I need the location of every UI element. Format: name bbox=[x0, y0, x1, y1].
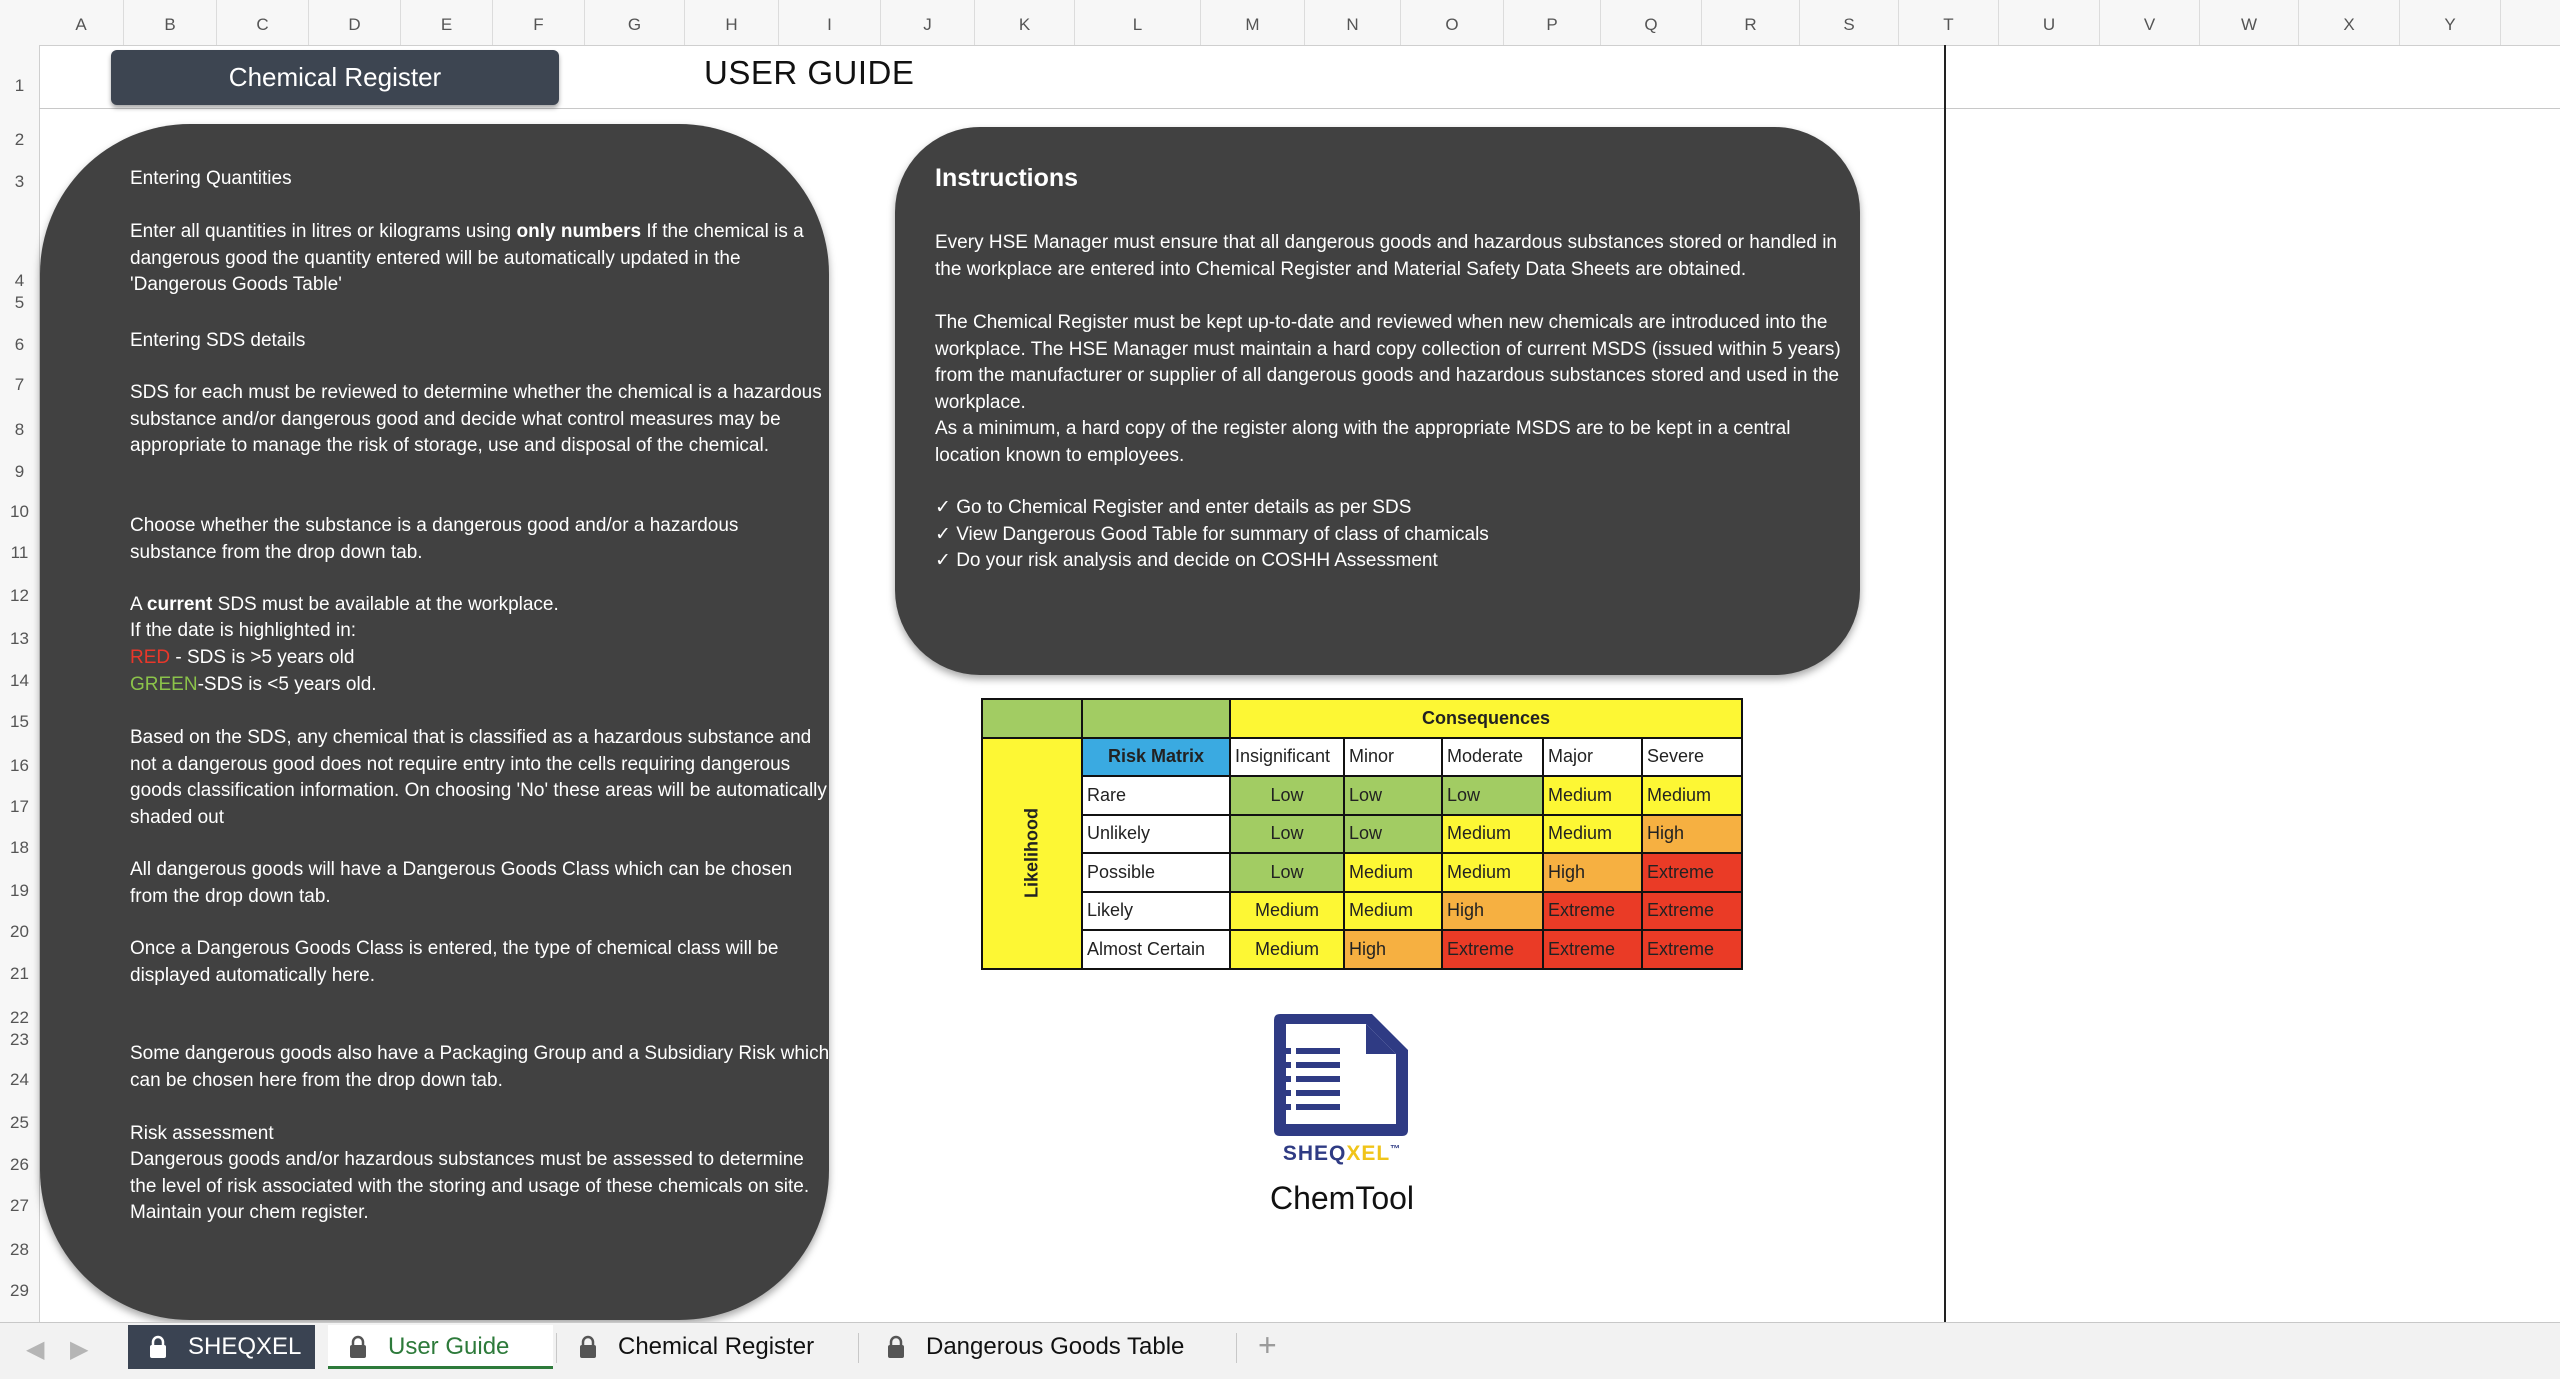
checklist-item: ✓ View Dangerous Good Table for summary of class of chamicals bbox=[935, 523, 1489, 545]
likelihood-header: Likelihood bbox=[982, 738, 1082, 969]
sheqxel-brand: SHEQXEL™ bbox=[1282, 1142, 1402, 1165]
row-header[interactable]: 25 bbox=[10, 1113, 29, 1132]
lock-icon bbox=[348, 1335, 368, 1359]
tab-label: SHEQXEL bbox=[188, 1333, 302, 1360]
instructions-title: Instructions bbox=[935, 164, 1079, 192]
row-header[interactable]: 13 bbox=[10, 629, 29, 648]
row-header[interactable]: 29 bbox=[10, 1281, 29, 1300]
document-list-icon bbox=[1268, 1010, 1414, 1140]
lock-icon bbox=[578, 1335, 598, 1359]
column-header[interactable]: M bbox=[1201, 0, 1305, 45]
risk-cell: Medium bbox=[1442, 853, 1543, 892]
risk-cell: Low bbox=[1344, 815, 1442, 854]
risk-assessment-text: Dangerous goods and/or hazardous substances must be assessed to determine the level of risk associated with the storing and usage of these chemicals on site. Maintain your chem register. bbox=[130, 1149, 810, 1223]
column-header[interactable]: E bbox=[401, 0, 493, 45]
consequences-header: Consequences bbox=[1230, 699, 1742, 738]
row-header[interactable]: 7 bbox=[14, 375, 25, 394]
likelihood-unlikely: Unlikely bbox=[1082, 815, 1230, 854]
column-header[interactable]: N bbox=[1305, 0, 1401, 45]
risk-cell: Medium bbox=[1344, 853, 1442, 892]
consequence-minor: Minor bbox=[1344, 738, 1442, 777]
column-header[interactable]: Q bbox=[1601, 0, 1702, 45]
consequence-insignificant: Insignificant bbox=[1230, 738, 1344, 777]
sds-heading: Entering SDS details bbox=[130, 330, 306, 351]
column-header[interactable]: G bbox=[585, 0, 685, 45]
column-header[interactable]: S bbox=[1800, 0, 1899, 45]
risk-cell: High bbox=[1642, 815, 1742, 854]
green-legend: GREEN-SDS is <5 years old. bbox=[130, 674, 377, 695]
risk-matrix-row bbox=[982, 776, 1742, 815]
row-header[interactable]: 28 bbox=[10, 1240, 29, 1259]
risk-cell: Low bbox=[1230, 815, 1344, 854]
column-headers bbox=[0, 0, 2560, 46]
risk-cell: High bbox=[1344, 930, 1442, 969]
likelihood-possible: Possible bbox=[1082, 853, 1230, 892]
risk-cell: Low bbox=[1344, 776, 1442, 815]
risk-matrix-header-row bbox=[982, 699, 1742, 738]
column-header[interactable]: K bbox=[975, 0, 1075, 45]
prev-sheet-icon[interactable]: ◀ bbox=[26, 1336, 45, 1363]
risk-cell: Extreme bbox=[1543, 930, 1642, 969]
risk-cell: Extreme bbox=[1642, 930, 1742, 969]
print-area-boundary bbox=[1944, 45, 1946, 1322]
risk-cell: Medium bbox=[1543, 815, 1642, 854]
tab-separator bbox=[858, 1333, 859, 1363]
row-header[interactable]: 21 bbox=[10, 964, 29, 983]
row-header[interactable]: 2 bbox=[14, 130, 25, 149]
row-header[interactable]: 19 bbox=[10, 881, 29, 900]
risk-matrix-row bbox=[982, 815, 1742, 854]
row-header[interactable]: 23 bbox=[10, 1030, 29, 1049]
risk-cell: Low bbox=[1230, 853, 1344, 892]
chemtool-product-name: ChemTool bbox=[1269, 1180, 1415, 1216]
risk-cell: Medium bbox=[1344, 892, 1442, 931]
row-header[interactable]: 15 bbox=[10, 712, 29, 731]
lock-icon bbox=[886, 1335, 906, 1359]
red-legend: RED - SDS is >5 years old bbox=[130, 647, 355, 668]
row-header[interactable]: 22 bbox=[10, 1008, 29, 1027]
column-header[interactable]: D bbox=[309, 0, 401, 45]
sds-review-text: SDS for each must be reviewed to determine whether the chemical is a hazardous substance and/or dangerous good and decide what control measures may be appropriate to manage the risk of storage, use and disposal of the chemical. bbox=[130, 382, 822, 456]
column-header[interactable]: O bbox=[1401, 0, 1504, 45]
row-header[interactable]: 24 bbox=[10, 1070, 29, 1089]
dg-class-text: All dangerous goods will have a Dangerous Goods Class which can be chosen from the drop down tab. bbox=[130, 859, 793, 907]
instructions-paragraph-3: As a minimum, a hard copy of the register along with the appropriate MSDS are to be kept in a central location known to employees. bbox=[935, 418, 1791, 466]
sheet-tab-bar bbox=[0, 1322, 2560, 1379]
risk-matrix-corner-cell bbox=[1082, 699, 1230, 738]
packaging-text: Some dangerous goods also have a Packaging Group and a Subsidiary Risk which can be chosen here from the drop down tab. bbox=[130, 1043, 830, 1091]
tab-user-guide[interactable] bbox=[328, 1325, 553, 1369]
row-header[interactable]: 12 bbox=[10, 586, 29, 605]
tab-chemical-register[interactable] bbox=[558, 1325, 848, 1369]
row-header[interactable]: 1 bbox=[14, 76, 25, 95]
row-header[interactable]: 26 bbox=[10, 1155, 29, 1174]
consequence-major: Major bbox=[1543, 738, 1642, 777]
row-header[interactable]: 14 bbox=[10, 671, 29, 690]
column-header[interactable]: R bbox=[1702, 0, 1800, 45]
row-header[interactable]: 4 bbox=[14, 271, 25, 290]
row-header[interactable]: 20 bbox=[10, 922, 29, 941]
column-header[interactable]: W bbox=[2200, 0, 2299, 45]
risk-cell: Extreme bbox=[1543, 892, 1642, 931]
risk-cell: High bbox=[1442, 892, 1543, 931]
checklist-item: ✓ Do your risk analysis and decide on COSHH Assessment bbox=[935, 550, 1438, 571]
risk-matrix-label: Risk Matrix bbox=[1082, 738, 1230, 777]
highlight-intro-text: If the date is highlighted in: bbox=[130, 620, 357, 641]
risk-cell: Extreme bbox=[1642, 853, 1742, 892]
risk-matrix-row bbox=[982, 930, 1742, 969]
check-icon: ✓ bbox=[935, 523, 951, 545]
lock-icon bbox=[148, 1335, 168, 1359]
risk-matrix-table bbox=[981, 698, 1743, 970]
column-header[interactable]: C bbox=[217, 0, 309, 45]
tab-label: Chemical Register bbox=[618, 1333, 815, 1360]
check-icon: ✓ bbox=[935, 550, 951, 571]
checklist-item: ✓ Go to Chemical Register and enter details as per SDS bbox=[935, 497, 1412, 518]
row-header[interactable]: 8 bbox=[14, 420, 25, 439]
tab-label: User Guide bbox=[388, 1333, 510, 1360]
row-header[interactable]: 27 bbox=[10, 1196, 29, 1215]
entering-quantities-text: Enter all quantities in litres or kilograms using only numbers If the chemical is a dangerous good the quantity entered will be automatically updated in the 'Dangerous Goods Table' bbox=[130, 221, 804, 295]
risk-cell: Low bbox=[1442, 776, 1543, 815]
current-sds-text: A current SDS must be available at the workplace. bbox=[130, 594, 559, 615]
column-header[interactable]: F bbox=[493, 0, 585, 45]
tab-separator bbox=[556, 1333, 557, 1363]
tab-separator bbox=[1236, 1333, 1237, 1363]
chemical-register-button[interactable]: Chemical Register bbox=[111, 50, 559, 105]
risk-matrix-corner-cell bbox=[982, 699, 1082, 738]
row-header[interactable]: 5 bbox=[14, 293, 25, 312]
likelihood-almost-certain: Almost Certain bbox=[1082, 930, 1230, 969]
row-headers bbox=[0, 45, 40, 1323]
check-icon: ✓ bbox=[935, 497, 951, 518]
risk-cell: Extreme bbox=[1442, 930, 1543, 969]
add-sheet-icon[interactable]: + bbox=[1258, 1327, 1277, 1363]
column-header[interactable]: A bbox=[39, 0, 124, 45]
column-header[interactable]: P bbox=[1504, 0, 1601, 45]
dg-class-entered-text: Once a Dangerous Goods Class is entered, the type of chemical class will be displayed automatically here. bbox=[130, 938, 779, 986]
column-header[interactable]: L bbox=[1075, 0, 1201, 45]
row-header[interactable]: 9 bbox=[14, 462, 25, 481]
instructions-paragraph-2: The Chemical Register must be kept up-to-date and reviewed when new chemicals are introduced into the workplace. The HSE Manager must maintain a hard copy collection of current MSDS (issued within 5 years) from the manufacturer or supplier of all dangerous goods and hazardous substances stored and used in the workplace. bbox=[935, 312, 1841, 413]
risk-cell: Medium bbox=[1543, 776, 1642, 815]
risk-matrix-row bbox=[982, 892, 1742, 931]
consequence-moderate: Moderate bbox=[1442, 738, 1543, 777]
column-header[interactable]: V bbox=[2100, 0, 2200, 45]
risk-matrix-row bbox=[982, 853, 1742, 892]
risk-assessment-heading: Risk assessment bbox=[130, 1123, 274, 1144]
row-header[interactable]: 11 bbox=[10, 543, 29, 562]
row1-bottom-border bbox=[39, 108, 2560, 109]
column-header[interactable]: X bbox=[2299, 0, 2400, 45]
instructions-checklist bbox=[935, 495, 1845, 575]
row-header[interactable]: 16 bbox=[10, 756, 29, 775]
column-header[interactable]: I bbox=[779, 0, 881, 45]
likelihood-likely: Likely bbox=[1082, 892, 1230, 931]
entering-quantities-heading: Entering Quantities bbox=[130, 168, 292, 189]
risk-matrix-consequence-row bbox=[982, 738, 1742, 777]
next-sheet-icon[interactable]: ▶ bbox=[70, 1336, 89, 1363]
consequence-severe: Severe bbox=[1642, 738, 1742, 777]
instructions-panel bbox=[895, 127, 1860, 675]
tab-dangerous-goods-table[interactable] bbox=[866, 1325, 1228, 1369]
column-header[interactable]: Y bbox=[2400, 0, 2501, 45]
column-header[interactable]: U bbox=[1999, 0, 2100, 45]
column-header[interactable]: B bbox=[124, 0, 217, 45]
risk-cell: High bbox=[1543, 853, 1642, 892]
risk-cell: Medium bbox=[1642, 776, 1742, 815]
page-title: USER GUIDE bbox=[704, 54, 915, 91]
instructions-paragraph-1: Every HSE Manager must ensure that all dangerous goods and hazardous substances stored or handled in the workplace are entered into Chemical Register and Material Safety Data Sheets are obtained. bbox=[935, 232, 1837, 280]
choose-type-text: Choose whether the substance is a dangerous good and/or a hazardous substance from the drop down tab. bbox=[130, 515, 739, 563]
row-header[interactable]: 6 bbox=[14, 335, 25, 354]
row-header[interactable]: 3 bbox=[14, 172, 25, 191]
hazardous-note-text: Based on the SDS, any chemical that is classified as a hazardous substance and not a dangerous good does not require entry into the cells requiring dangerous goods classification information. On choosing 'No' these areas will be automatically shaded out bbox=[130, 727, 827, 828]
risk-cell: Medium bbox=[1442, 815, 1543, 854]
risk-cell: Low bbox=[1230, 776, 1344, 815]
column-header[interactable]: T bbox=[1899, 0, 1999, 45]
risk-cell: Extreme bbox=[1642, 892, 1742, 931]
tab-sheqxel[interactable] bbox=[128, 1325, 315, 1369]
risk-cell: Medium bbox=[1230, 892, 1344, 931]
row-header[interactable]: 10 bbox=[10, 502, 29, 521]
tab-label: Dangerous Goods Table bbox=[926, 1333, 1185, 1360]
row-header[interactable]: 18 bbox=[10, 838, 29, 857]
likelihood-rare: Rare bbox=[1082, 776, 1230, 815]
column-header[interactable]: J bbox=[881, 0, 975, 45]
row-header[interactable]: 17 bbox=[10, 797, 29, 816]
column-header[interactable]: H bbox=[685, 0, 779, 45]
risk-cell: Medium bbox=[1230, 930, 1344, 969]
user-guide-panel bbox=[40, 124, 829, 1320]
